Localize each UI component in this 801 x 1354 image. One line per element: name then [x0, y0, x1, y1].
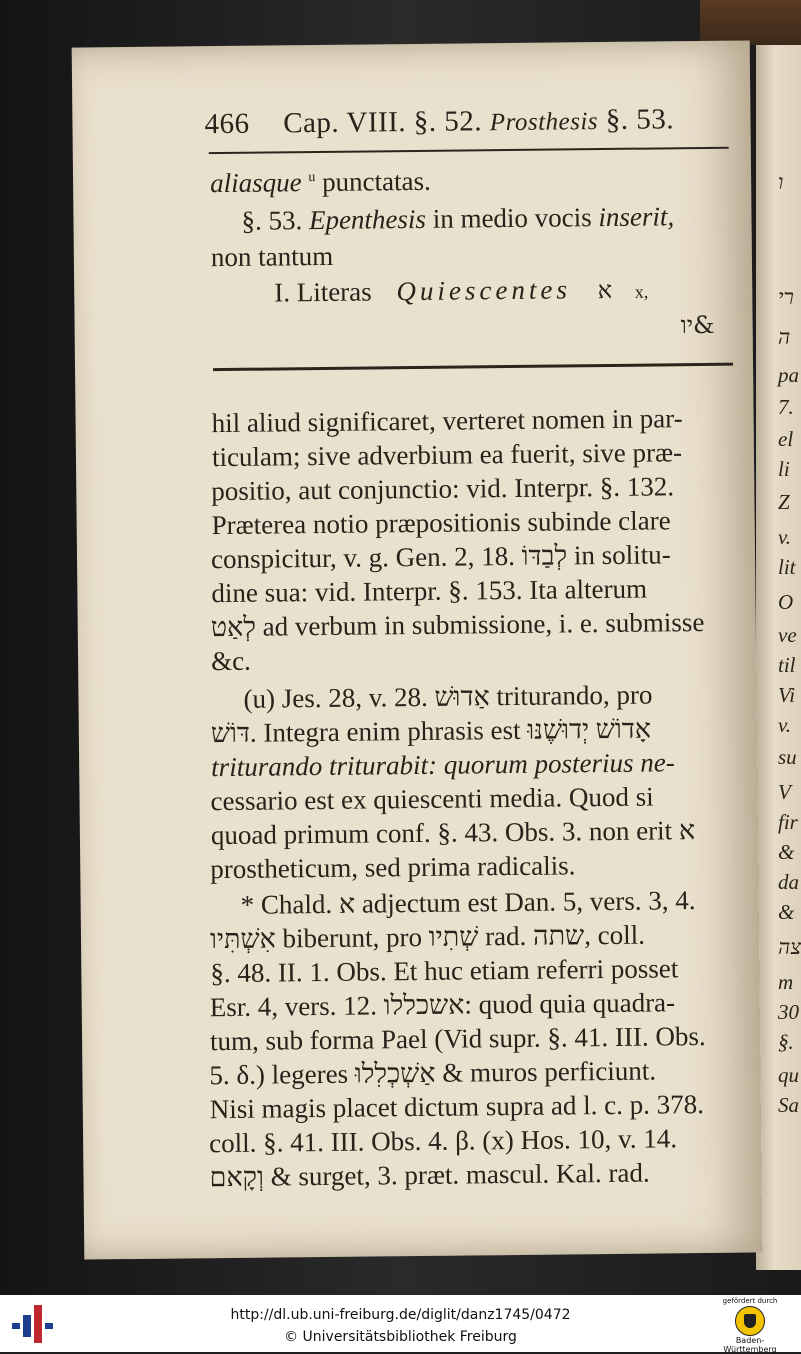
note-line: Esr. 4, vers. 12. אשכללו: quod quia quadra- [209, 987, 676, 1023]
facing-fragment: 30 [778, 1000, 799, 1024]
facing-fragment: Sa [778, 1093, 799, 1117]
note-line: 5. δ.) legeres אַשְׁכְלִלוּ & muros perficiunt. [209, 1055, 657, 1091]
facing-fragment: su [778, 745, 797, 769]
note-line: * Chald. א adjectum est Dan. 5, vers. 3, 4. [240, 885, 696, 920]
note-line: ticulam; sive adverbium ea fuerit, sive præ- [211, 437, 683, 473]
note-line: tum, sub forma Pael (Vid supr. §. 41. III. Obs. [209, 1020, 706, 1057]
note-line: &c. [210, 645, 252, 677]
sponsor-block [713, 1297, 787, 1354]
facing-page [756, 45, 801, 1270]
book-cover-edge [700, 0, 801, 45]
facing-fragment: & [778, 840, 795, 864]
sponsor-state: Baden-Württemberg [723, 1336, 777, 1354]
top-line-1-rest: punctatas. [321, 165, 431, 197]
facing-fragment: da [778, 870, 799, 894]
facing-fragment: 7. [778, 395, 794, 419]
facing-fragment: §. [778, 1030, 794, 1054]
facing-fragment: til [778, 653, 796, 677]
note-line: quoad primum conf. §. 43. Obs. 3. non erit א [210, 815, 696, 851]
note-line: triturando triturabit: quorum posterius ne- [211, 747, 675, 783]
page-number: 466 [204, 107, 250, 141]
note-line: אִשְׁתִּיו biberunt, pro שְׁתִיו rad. שתה, coll. [209, 919, 646, 955]
note-line: וְקָאם & surget, 3. præt. mascul. Kal. rad. [209, 1157, 650, 1193]
facing-fragment: & [778, 900, 795, 924]
facing-fragment: צה [778, 935, 801, 959]
facing-fragment: Z [778, 490, 790, 514]
note-line: cessario est ex quiescenti media. Quod si [210, 781, 654, 817]
note-line: conspicitur, v. g. Gen. 2, 18. לְבַדּוֹ in solitu- [210, 539, 671, 575]
top-line-1 [209, 165, 431, 199]
top-line-2-end: inserit, [598, 201, 675, 233]
section-ref: §. 53. [605, 103, 675, 136]
facing-fragment: lit [778, 555, 796, 579]
facing-fragment: V [778, 780, 791, 804]
running-title-italic: Prosthesis [489, 108, 599, 137]
note-line: positio, aut conjunctio: vid. Interpr. §. 132. [211, 471, 675, 507]
top-line-2-mid: in medio vocis [432, 202, 592, 234]
facing-fragment: ve [778, 623, 797, 647]
facing-fragment: fir [778, 810, 798, 834]
running-header [204, 103, 674, 141]
top-line-1-italic: aliasque [209, 167, 302, 199]
note-line: לְאַט ad verbum in submissione, i. e. submisse [210, 606, 705, 643]
hebrew-aleph: א [597, 275, 613, 305]
facing-fragment: ה [778, 325, 791, 349]
note-line: hil aliud significaret, verteret nomen in par- [211, 403, 683, 439]
note-line: (u) Jes. 28, v. 28. אַדוּשׁ triturando, pro [243, 679, 653, 714]
top-line-4-start: I. Literas [274, 276, 372, 308]
note-line: dine sua: vid. Interpr. §. 153. Ita alterum [211, 573, 648, 609]
note-line: Nisi magis placet dictum supra ad l. c. p. 378. [209, 1089, 705, 1125]
top-line-5: יו& [680, 310, 715, 340]
facing-fragment: li [778, 457, 790, 481]
term-epenthesis: Epenthesis [308, 203, 427, 236]
footnote-marker-x: x, [634, 281, 649, 302]
viewer-footer [0, 1295, 801, 1352]
running-title: Cap. VIII. §. 52. [283, 105, 483, 140]
facing-fragment: el [778, 427, 794, 451]
sponsor-label: gefördert durch [722, 1297, 778, 1305]
facing-fragment: v. [778, 713, 792, 737]
book-page [72, 40, 763, 1259]
facing-fragment: Vi [778, 683, 796, 707]
facing-fragment: v. [778, 525, 792, 549]
facing-fragment: m [778, 970, 794, 994]
coat-of-arms-icon [735, 1306, 765, 1336]
facing-fragment: ו [778, 170, 784, 194]
facing-fragment: רי [778, 285, 794, 309]
copyright-notice: © Universitätsbibliothek Freiburg [284, 1329, 517, 1345]
footnote-separator [213, 363, 733, 371]
footnote-marker-u: u [308, 170, 316, 186]
note-line: Præterea notio præpositionis subinde clare [211, 505, 671, 541]
facing-fragment: pa [778, 363, 799, 387]
top-line-4 [274, 276, 648, 307]
facing-fragment: qu [778, 1063, 799, 1087]
top-line-3: non tantum [210, 240, 334, 273]
note-line: coll. §. 41. III. Obs. 4. β. (x) Hos. 10, v. 14. [208, 1123, 678, 1159]
top-line-2 [241, 203, 674, 235]
facing-fragment: O [778, 590, 794, 614]
note-line: דּוֹשׁ. Integra enim phrasis est אָדוֹשׁ יְדוּשֶׁנּוּ [210, 713, 652, 749]
note-line: prostheticum, sed prima radicalis. [210, 850, 576, 885]
section-number: §. 53. [241, 205, 303, 236]
header-rule [209, 147, 729, 154]
term-quiescentes: Quiescentes [396, 274, 572, 307]
note-line: §. 48. II. 1. Obs. Et huc etiam referri posset [210, 953, 679, 989]
permalink-url[interactable]: http://dl.ub.uni-freiburg.de/diglit/danz1745/0472 [230, 1307, 571, 1323]
